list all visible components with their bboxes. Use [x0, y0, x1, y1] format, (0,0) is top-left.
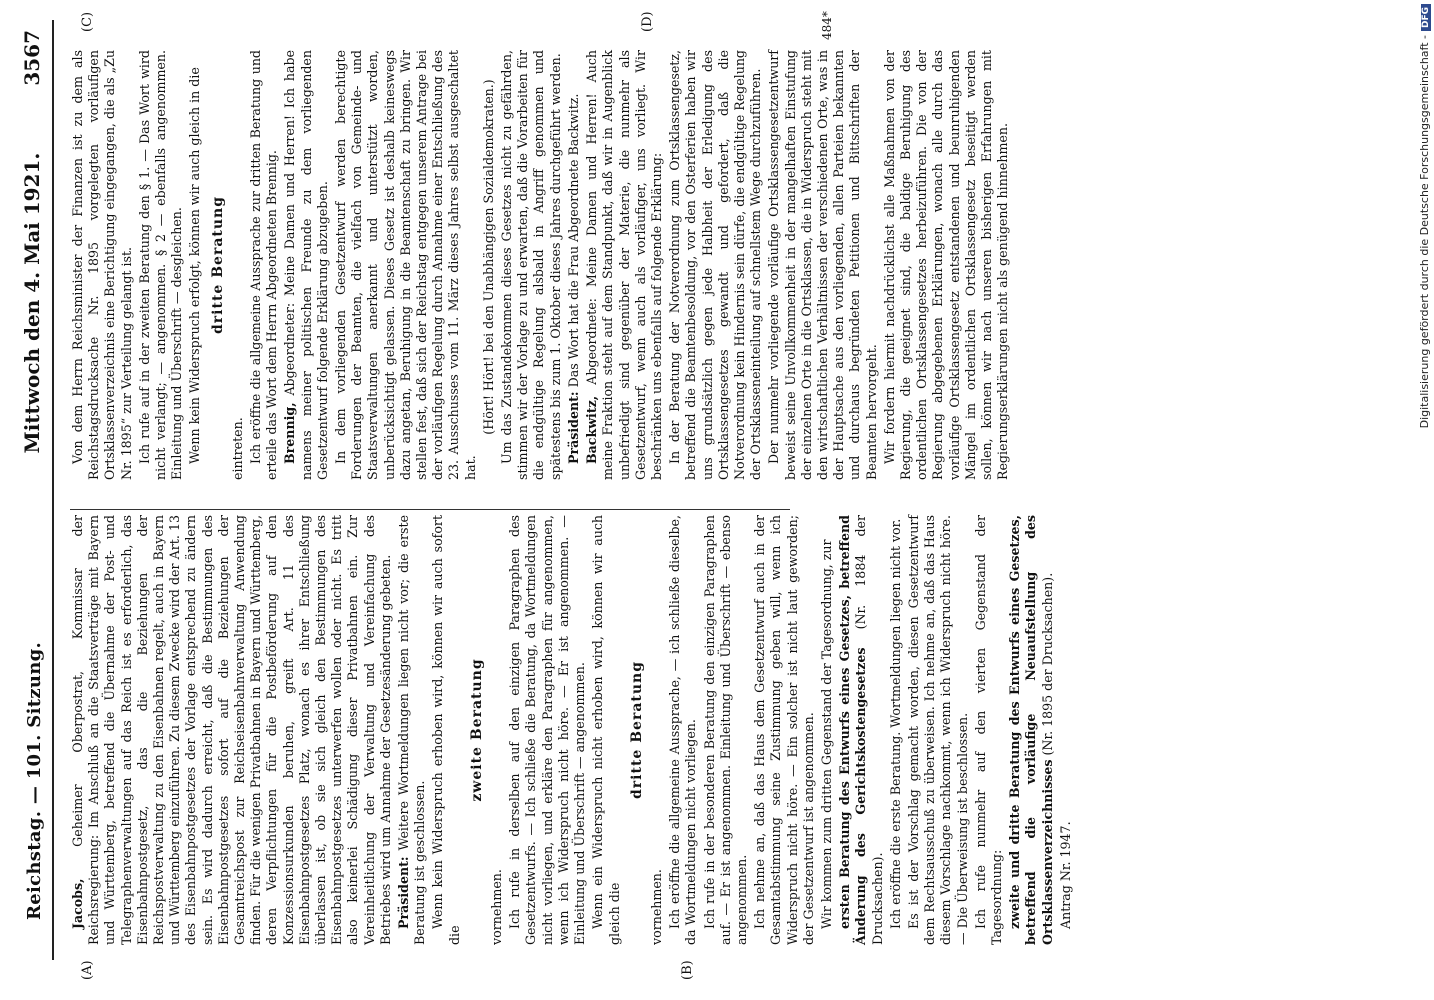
- paragraph: vornehmen.: [489, 869, 505, 945]
- header-date-and-page: [20, 30, 44, 453]
- speaker-name: Backwitz,: [584, 395, 600, 464]
- speaker-name: Präsident:: [565, 391, 581, 464]
- paragraph: Ich eröffne die allgemeine Aussprache, — ich schließe dieselbe, da Wortmeldungen nicht vorliegen.: [667, 515, 699, 945]
- paragraph: Ich eröffne die allgemeine Aussprache zur dritten Beratung und erteile das Wort dem Herrn Abgeordneten Brennig.: [248, 50, 280, 480]
- paragraph-text: (Nr. 1895 der Drucksachen).: [1039, 572, 1055, 756]
- paragraph-text: Abgeordneter: Meine Damen und Herren! Ich habe namens meiner politischen Freunde zu dem vorliegenden Gesetzentwurf folgende Erklärung abzugeben.: [282, 50, 330, 480]
- dfg-logo: DFG: [1421, 4, 1431, 31]
- agenda-item-title: zweite und dritte Beratung des Entwurfs eines Gesetzes, betreffend die vorläufige Neuaufstellung des Ortsklassenverzeichnisses: [1007, 515, 1055, 945]
- paragraph: Wenn ein Widerspruch nicht erhoben wird, können wir auch gleich die: [590, 515, 622, 945]
- paragraph: Der nunmehr vorliegende vorläufige Ortsklassengesetzentwurf beweist seine Unvollkommenheit in der mangelhaften Einstufung der einzelnen Orte in die Ortsklassen, die in Widerspruch steht mit den wirtschaftlichen Verhältnissen der verschiedenen Orte, was in der Hauptsache aus den vorliegenden, allen Parteien bekannten und durchaus begründeten Petitionen und Bittschriften der Beamten hervorgeht.: [766, 50, 879, 480]
- digitization-credit: [1418, 4, 1432, 994]
- margin-mark-a: (A): [80, 960, 95, 980]
- header-rule: [52, 20, 54, 960]
- credit-text: Digitalisierung gefördert durch die Deutsche Forschungsgemeinschaft -: [1418, 35, 1431, 429]
- margin-mark-c: (C): [80, 11, 95, 32]
- session-date: Mittwoch den 4. Mai 1921.: [20, 152, 44, 454]
- speaker-name: Jacobs,: [70, 878, 85, 929]
- paragraph: In der Beratung der Notverordnung zum Ortsklassengesetz, betreffend die Beamtenbesoldung, vor den Osterferien haben wir uns grundsätzlich gegen jede Halbheit der Erledigung des Ortsklassengesetzes gewandt und gefordert, daß die Notverordnung kein Hindernis sein dürfe, die endgültige Regelung der Ortsklasseneinteilung auf schnellstem Wege durchzuführen.: [667, 50, 764, 480]
- paragraph: Es ist der Vorschlag gemacht worden, diesen Gesetzentwurf dem Rechtsausschuß zu überweisen. Ich nehme an, daß das Haus diesem Vorschlage nachkommt, wenn ich Widerspruch nicht höre. — Die Überweisung ist beschlossen.: [905, 515, 970, 945]
- paragraph-text: Weitere Wortmeldungen liegen nicht vor; die erste Beratung ist geschlossen.: [396, 515, 428, 945]
- page-header: [0, 0, 60, 1000]
- margin-mark-b: (B): [680, 960, 695, 980]
- paragraph: Ich rufe auf in der zweiten Beratung den § 1. — Das Wort wird nicht verlangt; — angenommen. § 2 — ebenfalls angenommen. Einleitung und Überschrift — desgleichen.: [136, 50, 185, 480]
- paragraph: Wir kommen zum dritten Gegenstand der Tagesordnung, zur: [818, 539, 834, 929]
- paragraph: Wenn kein Widerspruch erhoben wird, können wir auch sofort die: [430, 515, 462, 945]
- credit-line: [1418, 4, 1432, 994]
- speaker-name: Präsident:: [396, 856, 412, 929]
- paragraph: Wir fordern hiermit nachdrücklichst alle Maßnahmen von der Regierung, die geeignet sind, die baldige Beruhigung des ordentlichen Ortsklassengesetzes herbeizuführen. Die von der Regierung abgegebenen Erklärungen, wonach alle durch das vorläufige Ortsklassengesetz entstandenen und beunruhigenden Mängel im ordentlichen Ortsklassengesetz beseitigt werden sollen, können wir nach unseren bisherigen Erfahrungen mit Regierungserklärungen nicht als genügend hinnehmen.: [881, 50, 1011, 480]
- paragraph: Wenn kein Widerspruch erfolgt, können wir auch gleich in die: [187, 67, 203, 464]
- speaker-name: Brennig,: [282, 402, 298, 464]
- paragraph: Ich rufe in der besonderen Beratung den einzigen Paragraphen auf. — Er ist angenommen. Einleitung und Überschrift — ebenso angenommen.: [701, 515, 749, 945]
- paragraph-text: Das Wort hat die Frau Abgeordnete Backwitz.: [565, 93, 581, 388]
- paragraph: [584, 50, 665, 480]
- paragraph: [1007, 515, 1056, 945]
- paragraph: [70, 515, 394, 945]
- page-number: 3567: [20, 30, 44, 86]
- agenda-item-title: ersten Beratung des Entwurfs eines Gesetzes, betreffend Änderung des Gerichtskostengesetzes: [837, 515, 869, 945]
- paragraph: [566, 50, 582, 480]
- margin-mark-d: (D): [640, 11, 655, 32]
- paragraph: Ich nehme an, daß das Haus dem Gesetzentwurf auch in der Gesamtabstimmung seine Zustimmung geben will, wenn ich Widerspruch nicht höre. — Ein solcher ist nicht laut geworden; der Gesetzentwurf ist angenommen.: [752, 515, 816, 945]
- interjection: (Hört! Hört! bei den Unabhängigen Sozialdemokraten.): [480, 79, 496, 435]
- right-column: [70, 50, 1013, 480]
- paragraph-text: Geheimer Oberpostrat, Kommissar der Reichsregierung: Im Anschluß an die Staatsverträge mit Bayern und Württemberg, betreffend die Übernahme der Post- und Telegraphenverwaltungen auf das Reich ist es erforderlich, das Eisenbahnpostgesetz, das die Beziehungen der Reichspostverwaltung zu den Eisenbahnen regelt, auch in Bayern und Württemberg einzuführen. Zu diesem Zwecke wird der Art. 13 des Eisenbahnpostgesetzes der Vorlage entsprechend zu ändern sein. Es wird dadurch erreicht, daß die Bestimmungen des Eisenbahnpostgesetzes sofort auf die Beziehungen der Gesamtreichspost zur Reichseisenbahnverwaltung Anwendung finden. Für die wenigen Privatbahnen in Bayern und Württemberg, deren Verpflichtungen für die Postbeförderung auf den Konzessionsurkunden beruhen, greift Art. 11 des Eisenbahnpostgesetzes Platz, wonach es ihrer Entschließung überlassen ist, ob sie sich gleich den Bestimmungen des Eisenbahnpostgesetzes unterwerfen wollen oder nicht. Es tritt also keinerlei Schädigung dieser Privatbahnen ein. Zur Vereinheitlichung der Verwaltung und Vereinfachung des Betriebes wird um Annahme der Gesetzesänderung gebeten.: [70, 515, 393, 945]
- column-divider: [70, 509, 790, 510]
- paragraph: Antrag Nr. 1947.: [1057, 821, 1073, 929]
- section-heading: dritte Beratung: [628, 661, 645, 799]
- footer-page-number: 484*: [820, 11, 834, 40]
- paragraph: Um das Zustandekommen dieses Gesetzes nicht zu gefährden, stimmen wir der Vorlage zu und erwarten, daß die Vorarbeiten für die endgültige Regelung alsbald in Angriff genommen und spätestens bis zum 1. Oktober dieses Jahres durchgeführt werden.: [499, 50, 563, 480]
- paragraph-text: (Nr. 1884 der Drucksachen).: [853, 515, 885, 945]
- paragraph: [282, 50, 331, 480]
- paragraph: Ich rufe in derselben auf den einzigen Paragraphen des Gesetzentwurfs. — Ich schließe die Beratung, da Wortmeldungen nicht vorliegen, und erkläre den Paragraphen für angenommen, wenn ich Widerspruch nicht höre. — Er ist angenommen. — Einleitung und Überschrift — angenommen.: [507, 515, 588, 945]
- section-heading: zweite Beratung: [468, 658, 485, 802]
- paragraph: Ich rufe nunmehr auf den vierten Gegenstand der Tagesordnung:: [972, 515, 1004, 945]
- section-heading: dritte Beratung: [209, 196, 226, 334]
- left-column: [70, 515, 1076, 945]
- paragraph: Von dem Herrn Reichsminister der Finanzen ist zu dem als Reichstagsdrucksache Nr. 1895 vorgelegten vorläufigen Ortsklassenverzeichnis eine Berichtigung eingegangen, die als „Zu Nr. 1895“ zur Verteilung gelangt ist.: [70, 50, 134, 480]
- paragraph: [396, 515, 428, 945]
- session-title: Reichstag. — 101. Sitzung.: [24, 641, 45, 920]
- paragraph: [837, 515, 886, 945]
- paragraph: eintreten.: [229, 417, 245, 480]
- paragraph: Ich eröffne die erste Beratung. Wortmeldungen liegen nicht vor.: [887, 518, 903, 929]
- paragraph: In dem vorliegenden Gesetzentwurf werden berechtigte Forderungen der Beamten, die vielfach von Gemeinde- und Staatsverwaltungen anerkannt und unterstützt worden, unberücksichtigt gelassen. Dieses Gesetz ist deshalb keineswegs dazu angetan, Beruhigung in die Beamtenschaft zu bringen. Wir stellen fest, daß sich der Reichstag entgegen unserem Antrage bei der vorläufigen Regelung durch Annahme einer Entschließung des 23. Ausschusses vom 11. März dieses Jahres selbst ausgeschaltet hat.: [333, 50, 478, 480]
- paragraph: vornehmen.: [648, 869, 664, 945]
- paragraph-text: Abgeordnete: Meine Damen und Herren! Auch meine Fraktion steht auf dem Standpunkt, daß wir in Augenblick unbefriedigt sind gegenüber der Materie, die nunmehr als Gesetzentwurf, wenn auch als vorläufiger, uns vorliegt. Wir beschränken uns ebenfalls auf folgende Erklärung:: [584, 50, 664, 480]
